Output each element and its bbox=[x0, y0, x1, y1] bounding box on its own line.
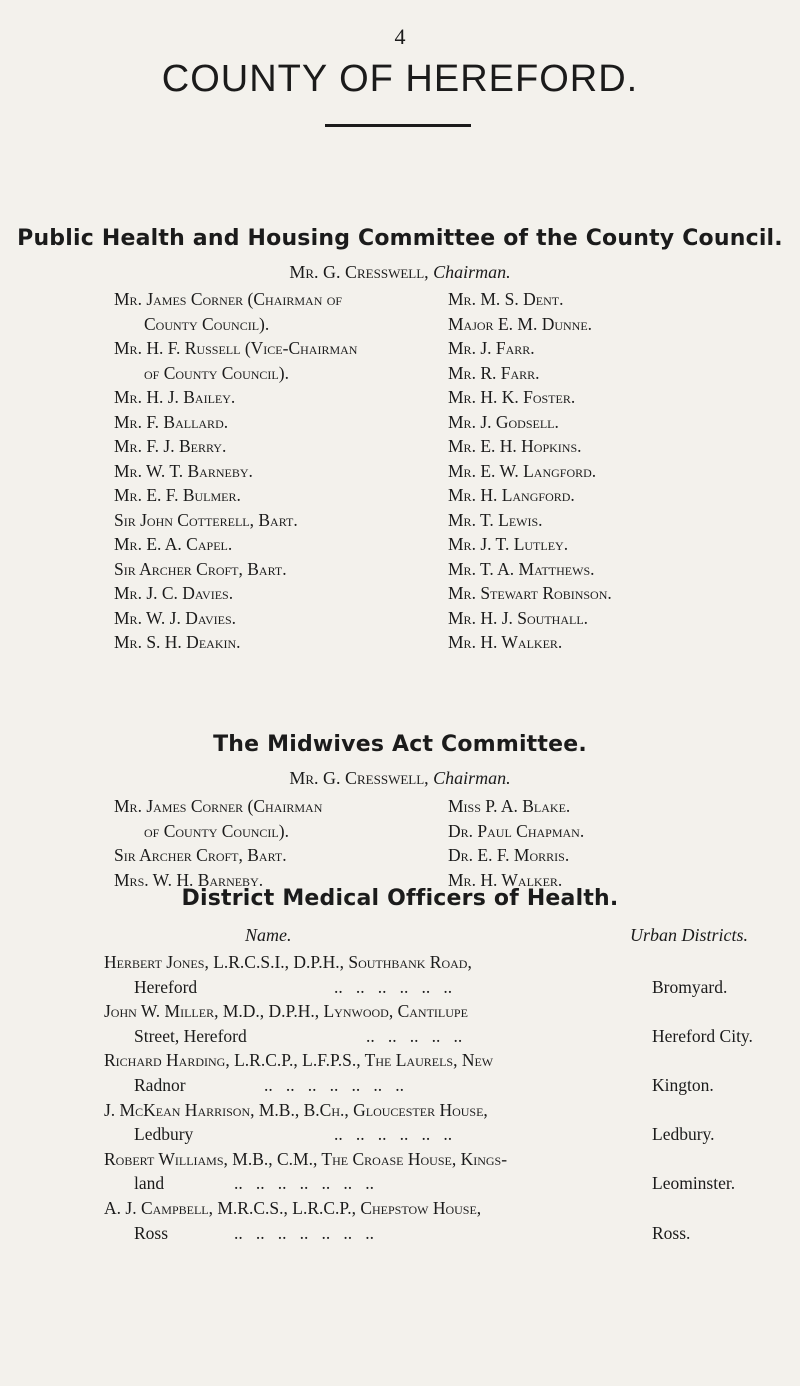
health-committee-chairman bbox=[0, 262, 800, 283]
officer-entry bbox=[104, 1098, 774, 1147]
member-line: Dr. Paul Chapman. bbox=[448, 820, 585, 841]
member-line: Mr. T. Lewis. bbox=[448, 509, 543, 530]
officer-details: Richard Harding, L.R.C.P., L.F.P.S., The Laurels, New bbox=[104, 1050, 494, 1071]
page-number: 4 bbox=[394, 24, 406, 49]
page-title: COUNTY OF HEREFORD. bbox=[161, 58, 639, 100]
member-line: County Council). bbox=[144, 313, 270, 334]
officer-address-end: Hereford bbox=[134, 976, 198, 997]
member-line: of County Council). bbox=[144, 820, 289, 841]
member-line: Sir Archer Croft, Bart. bbox=[114, 558, 287, 579]
leader-dots: .. .. .. .. .. bbox=[366, 1025, 463, 1046]
officer-district: Kington. bbox=[652, 1074, 714, 1095]
chairman-role: Chairman. bbox=[433, 262, 511, 282]
midwives-committee-left-column bbox=[114, 794, 322, 892]
chairman-name: Mr. G. Cresswell, bbox=[289, 262, 429, 282]
officer-entry bbox=[104, 950, 774, 999]
officer-details: A. J. Campbell, M.R.C.S., L.R.C.P., Chepstow House, bbox=[104, 1197, 482, 1218]
member-line: Major E. M. Dunne. bbox=[448, 313, 593, 334]
chairman-role: Chairman. bbox=[433, 768, 511, 788]
member-line: Mr. M. S. Dent. bbox=[448, 289, 564, 309]
district-column-header: Urban Districts. bbox=[630, 925, 749, 945]
officer-address-end: Ledbury bbox=[134, 1124, 194, 1145]
member-line: Mr. H. J. Southall. bbox=[448, 607, 589, 628]
officer-address-end: land bbox=[134, 1173, 165, 1194]
member-line: Sir Archer Croft, Bart. bbox=[114, 845, 287, 865]
member-line: Mr. T. A. Matthews. bbox=[448, 558, 595, 579]
member-line: of County Council). bbox=[144, 362, 289, 383]
member-line: Mr. R. Farr. bbox=[448, 362, 540, 383]
officer-address-end: Ross bbox=[134, 1222, 169, 1243]
member-line: Mr. H. K. Foster. bbox=[448, 387, 576, 407]
officer-details: J. McKean Harrison, M.B., B.Ch., Gloucester House, bbox=[104, 1099, 488, 1120]
member-line: Mr. W. J. Davies. bbox=[114, 607, 237, 628]
member-line: Mr. F. Ballard. bbox=[114, 411, 229, 432]
officer-address-end: Radnor bbox=[134, 1074, 186, 1095]
member-line: Mr. F. J. Berry. bbox=[114, 436, 227, 456]
member-line: Sir John Cotterell, Bart. bbox=[114, 509, 298, 530]
officer-district: Leominster. bbox=[652, 1173, 736, 1194]
officer-details: Robert Williams, M.B., C.M., The Croase House, Kings- bbox=[104, 1148, 508, 1169]
member-line: Mr. E. F. Bulmer. bbox=[114, 485, 241, 505]
member-line: Miss P. A. Blake. bbox=[448, 796, 571, 816]
member-line: Mr. James Corner (Chairman of bbox=[114, 289, 343, 309]
officer-district: Ross. bbox=[652, 1222, 691, 1243]
member-line: Mr. J. Godsell. bbox=[448, 411, 559, 432]
member-line: Dr. E. F. Morris. bbox=[448, 845, 570, 865]
health-committee-heading: Public Health and Housing Committee of the County Council. bbox=[17, 226, 783, 251]
leader-dots: .. .. .. .. .. .. bbox=[334, 976, 453, 997]
officer-details: John W. Miller, M.D., D.P.H., Lynwood, Cantilupe bbox=[104, 1001, 468, 1022]
midwives-committee-chairman bbox=[0, 768, 800, 789]
officer-district: Ledbury. bbox=[652, 1124, 715, 1145]
member-line: Mr. J. T. Lutley. bbox=[448, 534, 569, 554]
health-committee-right-column bbox=[448, 287, 612, 655]
officer-entry bbox=[104, 999, 774, 1048]
medical-officers-heading: District Medical Officers of Health. bbox=[181, 886, 619, 911]
member-line: Mr. E. W. Langford. bbox=[448, 460, 597, 481]
officer-entry bbox=[104, 1196, 774, 1245]
member-line: Mr. E. A. Capel. bbox=[114, 534, 233, 554]
officer-details: Herbert Jones, L.R.C.S.I., D.P.H., Southbank Road, bbox=[104, 952, 472, 972]
title-underline bbox=[325, 124, 471, 127]
member-line: Mr. H. F. Russell (Vice-Chairman bbox=[114, 338, 358, 358]
officer-district: Bromyard. bbox=[652, 976, 728, 997]
member-line: Mr. Stewart Robinson. bbox=[448, 583, 612, 603]
leader-dots: .. .. .. .. .. .. .. bbox=[234, 1173, 374, 1194]
member-line: Mr. J. C. Davies. bbox=[114, 583, 234, 603]
leader-dots: .. .. .. .. .. .. .. bbox=[264, 1074, 404, 1095]
officer-address-end: Street, Hereford bbox=[134, 1025, 247, 1046]
midwives-committee-right-column bbox=[448, 794, 584, 892]
chairman-name: Mr. G. Cresswell, bbox=[289, 768, 429, 788]
officer-district: Hereford City. bbox=[652, 1025, 753, 1046]
leader-dots: .. .. .. .. .. .. bbox=[334, 1124, 453, 1145]
member-line: Mr. James Corner (Chairman bbox=[114, 796, 323, 816]
member-line: Mr. E. H. Hopkins. bbox=[448, 436, 582, 456]
member-line: Mr. H. Walker. bbox=[448, 632, 563, 652]
leader-dots: .. .. .. .. .. .. .. bbox=[234, 1222, 374, 1243]
member-line: Mr. H. Walker. bbox=[448, 869, 563, 890]
member-line: Mr. W. T. Barneby. bbox=[114, 460, 253, 481]
member-line: Mr. H. J. Bailey. bbox=[114, 387, 236, 407]
health-committee-left-column bbox=[114, 287, 357, 655]
member-line: Mr. J. Farr. bbox=[448, 338, 535, 358]
medical-officers-list bbox=[104, 950, 774, 1245]
officer-entry bbox=[104, 1048, 774, 1097]
member-line: Mrs. W. H. Barneby. bbox=[114, 869, 264, 890]
name-column-header: Name. bbox=[245, 925, 292, 945]
officer-entry bbox=[104, 1147, 774, 1196]
member-line: Mr. S. H. Deakin. bbox=[114, 632, 241, 652]
midwives-committee-heading: The Midwives Act Committee. bbox=[213, 732, 587, 757]
member-line: Mr. H. Langford. bbox=[448, 485, 575, 505]
